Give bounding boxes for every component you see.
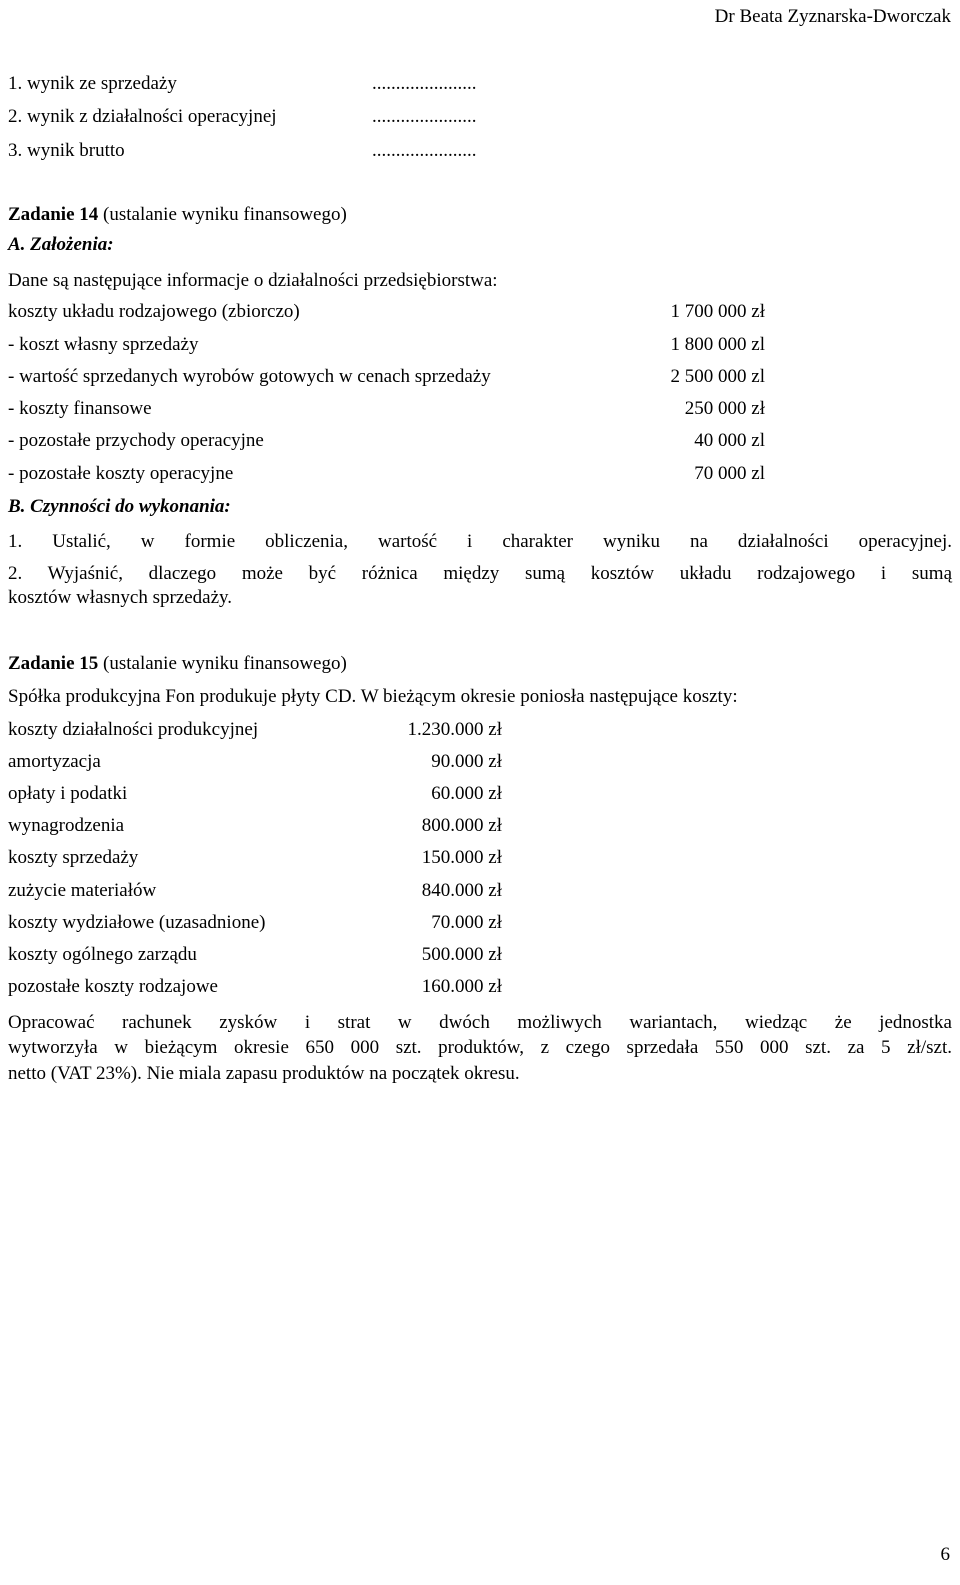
task15-instruction-line-3: netto (VAT 23%). Nie miala zapasu produktów na początek okresu. [8,1063,520,1084]
list-item-dots: ...................... [372,73,477,94]
list-item-dots: ...................... [372,140,477,161]
cost-item-value: 1.230.000 zł [407,719,502,740]
data-item-value: 1 700 000 zł [670,301,765,322]
task15-intro: Spółka produkcyjna Fon produkuje płyty CD. W bieżącym okresie poniosła następujące koszty: [8,686,738,707]
cost-item-label: wynagrodzenia [8,815,125,836]
task14-step-1: 1. Ustalić, w formie obliczenia, wartość i charakter wyniku na działalności operacyjnej. [8,531,952,552]
task15-instruction-line-1: Opracować rachunek zysków i strat w dwóch możliwych wariantach, wiedząc że jednostka [8,1012,952,1033]
data-item-label: - wartość sprzedanych wyrobów gotowych w cenach sprzedaży [8,366,491,387]
data-item-value: 250 000 zł [684,398,765,419]
task14-title: Zadanie 14 [8,204,99,225]
data-item-label: - pozostałe przychody operacyjne [8,430,264,451]
cost-item-value: 160.000 zł [421,976,502,997]
cost-item-value: 840.000 zł [421,880,502,901]
page-header-author: Dr Beata Zyznarska-Dworczak [714,6,951,27]
task15-title: Zadanie 15 [8,653,99,674]
cost-item-value: 70.000 zł [431,912,502,933]
data-item-value: 2 500 000 zl [670,366,765,387]
cost-item-value: 90.000 zł [431,751,502,772]
task14-heading [8,204,347,226]
data-item-label: koszty układu rodzajowego (zbiorczo) [8,301,300,322]
data-item-label: - koszt własny sprzedaży [8,334,199,355]
task14-intro: Dane są następujące informacje o działalności przedsiębiorstwa: [8,270,498,291]
task15-instruction-line-2: wytworzyła w bieżącym okresie 650 000 szt. produktów, z czego sprzedała 550 000 szt. za 5 zł/szt. [8,1037,952,1058]
data-item-value: 1 800 000 zl [670,334,765,355]
cost-item-label: koszty działalności produkcyjnej [8,719,259,740]
task14-section-a: A. Założenia: [8,234,114,255]
cost-item-label: koszty sprzedaży [8,847,139,868]
cost-item-value: 150.000 zł [421,847,502,868]
cost-item-value: 800.000 zł [421,815,502,836]
list-item-label: 3. wynik brutto [8,140,125,161]
cost-item-label: opłaty i podatki [8,783,128,804]
data-item-label: - koszty finansowe [8,398,152,419]
cost-item-value: 500.000 zł [421,944,502,965]
data-item-label: - pozostałe koszty operacyjne [8,463,234,484]
data-item-value: 70 000 zl [694,463,765,484]
list-item-dots: ...................... [372,106,477,127]
cost-item-label: zużycie materiałów [8,880,157,901]
task14-step-2-line-1: 2. Wyjaśnić, dlaczego może być różnica między sumą kosztów układu rodzajowego i sumą [8,563,952,584]
task14-step-2-line-2: kosztów własnych sprzedaży. [8,587,233,608]
task14-subtitle: (ustalanie wyniku finansowego) [103,204,347,225]
task15-heading [8,653,347,675]
task15-subtitle: (ustalanie wyniku finansowego) [103,653,347,674]
cost-item-label: amortyzacja [8,751,101,772]
cost-item-label: koszty wydziałowe (uzasadnione) [8,912,266,933]
list-item-label: 2. wynik z działalności operacyjnej [8,106,277,127]
cost-item-label: koszty ogólnego zarządu [8,944,197,965]
list-item-label: 1. wynik ze sprzedaży [8,73,177,94]
data-item-value: 40 000 zl [694,430,765,451]
task14-section-b: B. Czynności do wykonania: [8,496,231,517]
page-number: 6 [940,1544,950,1565]
cost-item-value: 60.000 zł [431,783,502,804]
cost-item-label: pozostałe koszty rodzajowe [8,976,218,997]
